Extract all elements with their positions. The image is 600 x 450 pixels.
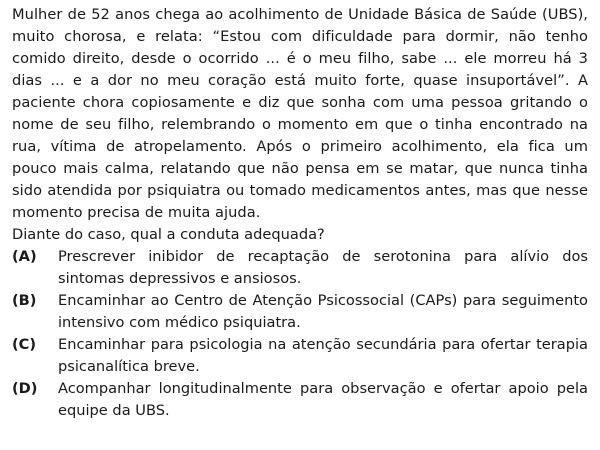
option-d-letter: (D): [12, 380, 38, 397]
option-c-letter: (C): [12, 336, 37, 353]
option-c[interactable]: [12, 334, 588, 378]
option-d[interactable]: [12, 378, 588, 422]
answer-options: [12, 246, 588, 422]
option-b-letter: (B): [12, 292, 37, 309]
option-a-text: Prescrever inibidor de recaptação de serotonina para alívio dos sintomas depressivos e ansiosos.: [58, 248, 588, 287]
option-b[interactable]: [12, 290, 588, 334]
question-prompt: Diante do caso, qual a conduta adequada?: [12, 226, 325, 243]
option-a[interactable]: [12, 246, 588, 290]
option-b-text: Encaminhar ao Centro de Atenção Psicossocial (CAPs) para seguimento intensivo com médico psiquiatra.: [58, 292, 588, 331]
option-a-letter: (A): [12, 248, 37, 265]
case-description: Mulher de 52 anos chega ao acolhimento de Unidade Básica de Saúde (UBS), muito chorosa, e relata: “Estou com dificuldade para dormir, não tenho comido direito, desde o ocorrido ... é o meu filho, sabe ... ele morreu há 3 dias ... e a dor no meu coração está muito forte, quase insuportável”. A paciente chora copiosamente e diz que sonha com uma pessoa gritando o nome de seu filho, relembrando o momento em que o tinha encontrado na rua, vítima de atropelamento. Após o primeiro acolhimento, ela fica um pouco mais calma, relatando que não pensa em se matar, que nunca tinha sido atendida por psiquiatra ou tomado medicamentos antes, mas que nesse momento precisa de muita ajuda.: [12, 6, 588, 221]
option-d-text: Acompanhar longitudinalmente para observação e ofertar apoio pela equipe da UBS.: [58, 380, 588, 419]
option-c-text: Encaminhar para psicologia na atenção secundária para ofertar terapia psicanalítica breve.: [58, 336, 588, 375]
